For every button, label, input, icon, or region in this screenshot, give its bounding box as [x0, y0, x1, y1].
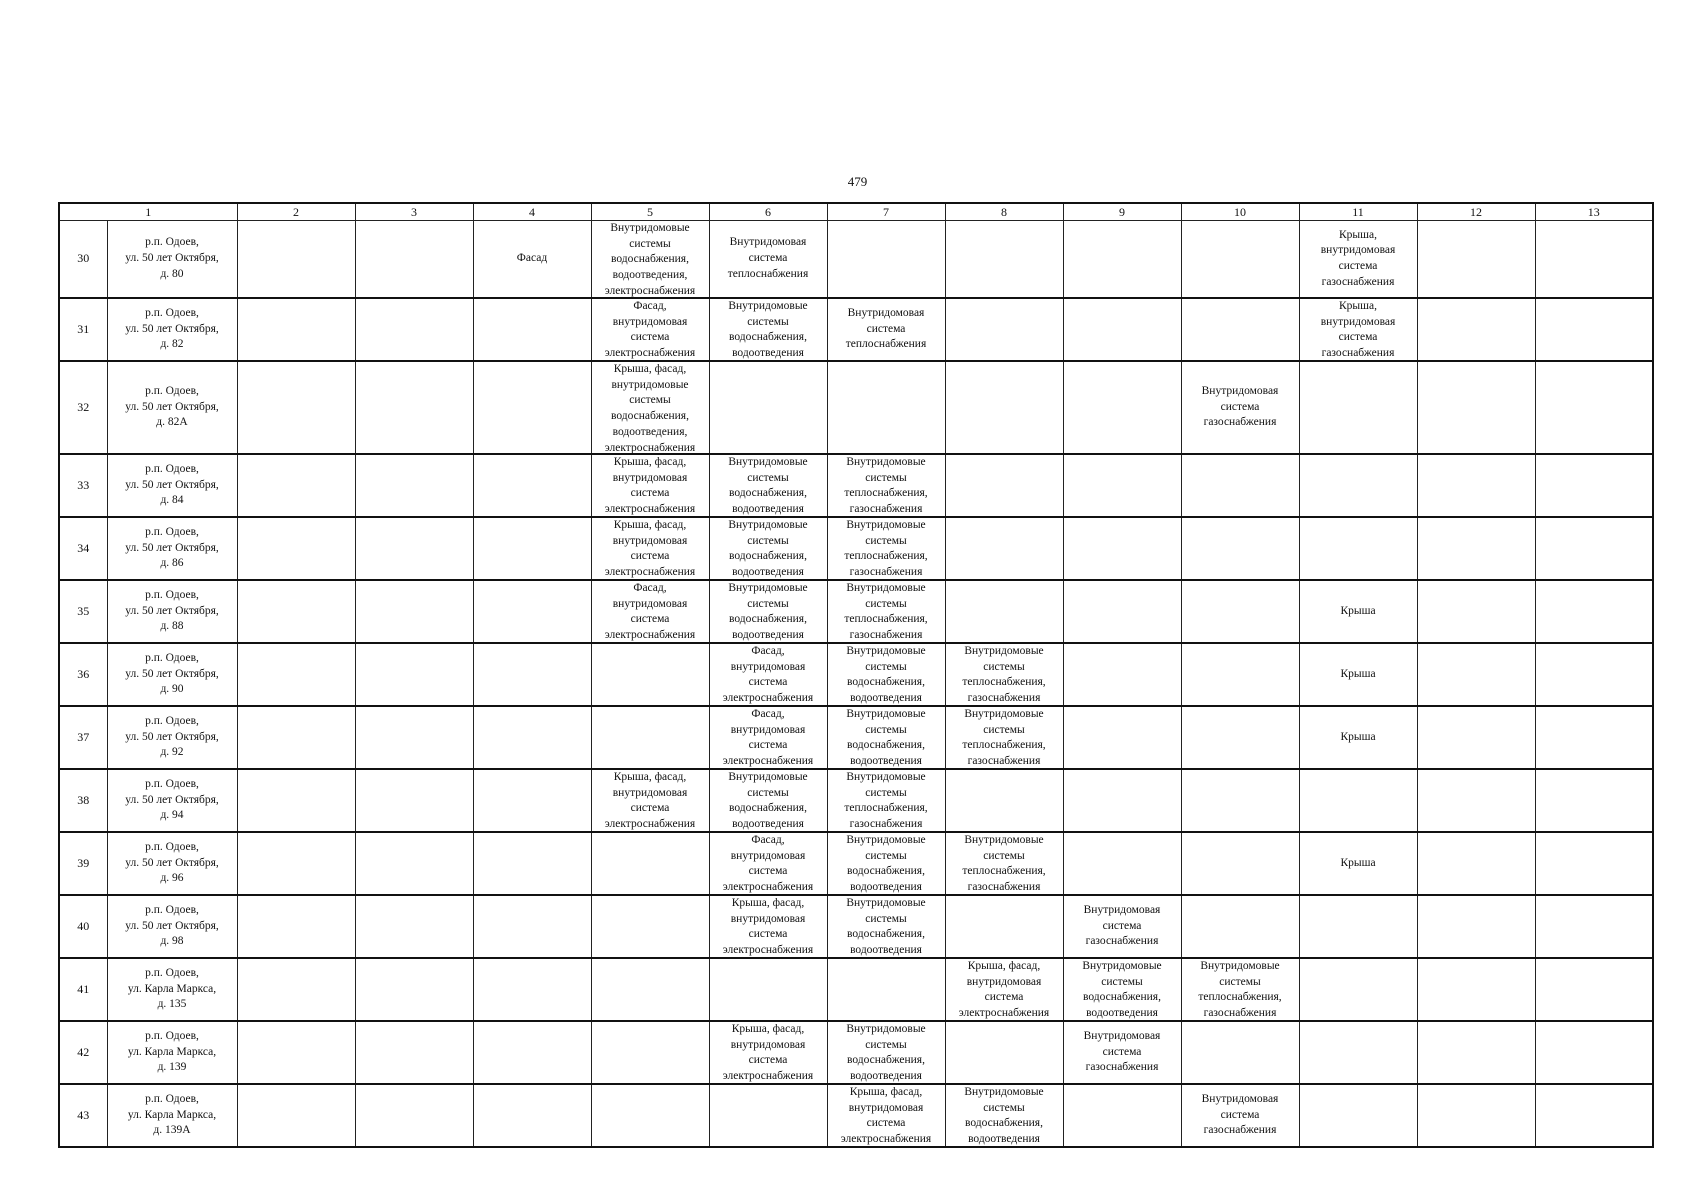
- work-cell-col-10: [1181, 361, 1299, 454]
- work-cell-col-11: [1299, 580, 1417, 643]
- work-cell-col-4: [473, 832, 591, 895]
- work-cell-col-12: [1417, 454, 1535, 517]
- work-text: Внутридомовые системы теплоснабжения, газоснабжения: [844, 582, 928, 642]
- column-header: 2: [237, 203, 355, 221]
- work-cell-col-4: [473, 958, 591, 1021]
- work-text: Фасад, внутридомовая система электроснабжения: [722, 708, 814, 768]
- work-cell-col-7: [827, 1084, 945, 1147]
- work-text: Крыша, фасад, внутридомовая система электроснабжения: [604, 519, 696, 579]
- work-cell-col-5: [591, 643, 709, 706]
- work-cell-col-12: [1417, 580, 1535, 643]
- row-number-cell: 42: [59, 1021, 107, 1084]
- work-cell-col-7: [827, 958, 945, 1021]
- work-cell-col-5: [591, 517, 709, 580]
- work-cell-col-4: [473, 1021, 591, 1084]
- work-cell-col-13: [1535, 298, 1653, 361]
- address-text: р.п. Одоев, ул. 50 лет Октября, д. 86: [125, 525, 219, 570]
- work-cell-col-13: [1535, 517, 1653, 580]
- work-cell-col-10: [1181, 1084, 1299, 1147]
- table-body: [59, 203, 1653, 1147]
- work-cell-col-5: [591, 769, 709, 832]
- address-text: р.п. Одоев, ул. Карла Маркса, д. 139А: [127, 1092, 217, 1137]
- work-cell-col-3: [355, 517, 473, 580]
- work-cell-col-10: [1181, 895, 1299, 958]
- work-cell-col-10: [1181, 298, 1299, 361]
- work-text: Внутридомовая система теплоснабжения: [845, 306, 927, 351]
- work-cell-col-12: [1417, 643, 1535, 706]
- column-header: 4: [473, 203, 591, 221]
- work-cell-col-9: [1063, 958, 1181, 1021]
- work-cell-col-12: [1417, 361, 1535, 454]
- work-cell-col-10: [1181, 580, 1299, 643]
- work-cell-col-2: [237, 769, 355, 832]
- work-cell-col-8: [945, 517, 1063, 580]
- work-cell-col-11: [1299, 643, 1417, 706]
- work-cell-col-8: [945, 895, 1063, 958]
- column-header: 13: [1535, 203, 1653, 221]
- table-row: [59, 298, 1653, 361]
- work-cell-col-2: [237, 361, 355, 454]
- work-cell-col-10: [1181, 958, 1299, 1021]
- work-cell-col-6: [709, 643, 827, 706]
- work-text: Внутридомовые системы водоснабжения, водоотведения: [728, 771, 808, 831]
- address-cell: [107, 895, 237, 958]
- work-text: Внутридомовые системы теплоснабжения, газоснабжения: [962, 834, 1046, 894]
- address-cell: [107, 361, 237, 454]
- work-cell-col-9: [1063, 298, 1181, 361]
- work-cell-col-5: [591, 1021, 709, 1084]
- work-cell-col-10: [1181, 454, 1299, 517]
- work-text: Внутридомовые системы водоснабжения, водоотведения: [728, 300, 808, 360]
- work-cell-col-2: [237, 1084, 355, 1147]
- work-text: Внутридомовые системы водоснабжения, водоотведения: [846, 645, 926, 705]
- work-cell-col-9: [1063, 1021, 1181, 1084]
- work-cell-col-2: [237, 643, 355, 706]
- table-row: [59, 769, 1653, 832]
- work-text: Крыша: [1340, 730, 1376, 743]
- work-cell-col-3: [355, 454, 473, 517]
- work-cell-col-2: [237, 832, 355, 895]
- work-cell-col-3: [355, 643, 473, 706]
- work-cell-col-13: [1535, 1084, 1653, 1147]
- address-text: р.п. Одоев, ул. 50 лет Октября, д. 88: [125, 588, 219, 633]
- work-cell-col-4: [473, 298, 591, 361]
- address-cell: [107, 1084, 237, 1147]
- work-cell-col-10: [1181, 517, 1299, 580]
- work-cell-col-10: [1181, 769, 1299, 832]
- work-text: Крыша, фасад, внутридомовая система электроснабжения: [722, 1023, 814, 1083]
- work-cell-col-6: [709, 706, 827, 769]
- work-text: Внутридомовая система теплоснабжения: [727, 236, 809, 280]
- table-row: [59, 958, 1653, 1021]
- work-cell-col-5: [591, 832, 709, 895]
- work-cell-col-12: [1417, 1084, 1535, 1147]
- work-text: Крыша: [1340, 604, 1376, 617]
- address-text: р.п. Одоев, ул. 50 лет Октября, д. 80: [125, 236, 219, 280]
- work-cell-col-10: [1181, 643, 1299, 706]
- work-cell-col-10: [1181, 221, 1299, 299]
- work-cell-col-12: [1417, 958, 1535, 1021]
- work-text: Внутридомовые системы теплоснабжения, газоснабжения: [962, 645, 1046, 705]
- work-cell-col-11: [1299, 832, 1417, 895]
- work-cell-col-9: [1063, 769, 1181, 832]
- work-cell-col-3: [355, 832, 473, 895]
- address-text: р.п. Одоев, ул. 50 лет Октября, д. 82: [125, 306, 219, 351]
- work-cell-col-3: [355, 1084, 473, 1147]
- work-cell-col-12: [1417, 221, 1535, 299]
- work-text: Внутридомовые системы водоснабжения, водоотведения: [964, 1086, 1044, 1146]
- address-text: р.п. Одоев, ул. 50 лет Октября, д. 92: [125, 714, 219, 759]
- work-text: Внутридомовые системы водоснабжения, водоотведения: [846, 897, 926, 957]
- work-cell-col-10: [1181, 1021, 1299, 1084]
- work-cell-col-6: [709, 1084, 827, 1147]
- table-row: [59, 895, 1653, 958]
- work-text: Внутридомовые системы водоснабжения, водоотведения: [846, 834, 926, 894]
- work-text: Внутридомовые системы водоснабжения, водоотведения: [1082, 960, 1162, 1020]
- work-cell-col-13: [1535, 221, 1653, 299]
- work-cell-col-8: [945, 769, 1063, 832]
- address-text: р.п. Одоев, ул. 50 лет Октября, д. 98: [125, 903, 219, 948]
- work-text: Крыша, фасад, внутридомовая система электроснабжения: [604, 771, 696, 831]
- work-cell-col-12: [1417, 895, 1535, 958]
- work-cell-col-3: [355, 298, 473, 361]
- work-cell-col-6: [709, 580, 827, 643]
- work-cell-col-3: [355, 580, 473, 643]
- work-cell-col-13: [1535, 958, 1653, 1021]
- work-text: Крыша, внутридомовая система газоснабжения: [1320, 300, 1396, 360]
- work-cell-col-7: [827, 361, 945, 454]
- work-cell-col-7: [827, 706, 945, 769]
- work-cell-col-8: [945, 580, 1063, 643]
- work-cell-col-5: [591, 1084, 709, 1147]
- work-cell-col-10: [1181, 832, 1299, 895]
- row-number-cell: 37: [59, 706, 107, 769]
- row-number-cell: 39: [59, 832, 107, 895]
- work-cell-col-8: [945, 454, 1063, 517]
- column-header: 10: [1181, 203, 1299, 221]
- work-cell-col-2: [237, 706, 355, 769]
- row-number-cell: 41: [59, 958, 107, 1021]
- address-text: р.п. Одоев, ул. 50 лет Октября, д. 90: [125, 651, 219, 696]
- work-cell-col-6: [709, 517, 827, 580]
- work-cell-col-2: [237, 958, 355, 1021]
- address-cell: [107, 958, 237, 1021]
- work-cell-col-13: [1535, 769, 1653, 832]
- work-cell-col-4: [473, 580, 591, 643]
- work-cell-col-8: [945, 1021, 1063, 1084]
- table-row: [59, 580, 1653, 643]
- work-cell-col-6: [709, 895, 827, 958]
- work-cell-col-3: [355, 361, 473, 454]
- work-text: Внутридомовая система газоснабжения: [1083, 1029, 1161, 1074]
- work-cell-col-3: [355, 221, 473, 299]
- work-cell-col-9: [1063, 517, 1181, 580]
- repair-schedule-table: [58, 202, 1654, 1148]
- page-number: 479: [847, 174, 868, 189]
- column-header: 12: [1417, 203, 1535, 221]
- work-cell-col-8: [945, 221, 1063, 299]
- address-cell: [107, 221, 237, 299]
- row-number-cell: 34: [59, 517, 107, 580]
- row-number-cell: 32: [59, 361, 107, 454]
- work-cell-col-3: [355, 958, 473, 1021]
- table-row: [59, 643, 1653, 706]
- row-number-cell: 31: [59, 298, 107, 361]
- work-cell-col-11: [1299, 1021, 1417, 1084]
- work-text: Внутридомовые системы водоснабжения, водоотведения: [846, 708, 926, 768]
- table-row: [59, 454, 1653, 517]
- work-cell-col-11: [1299, 298, 1417, 361]
- table-row: [59, 517, 1653, 580]
- work-cell-col-11: [1299, 221, 1417, 299]
- address-text: р.п. Одоев, ул. 50 лет Октября, д. 84: [125, 462, 219, 507]
- work-cell-col-2: [237, 1021, 355, 1084]
- work-text: Крыша, фасад, внутридомовая система электроснабжения: [840, 1086, 932, 1146]
- work-cell-col-5: [591, 580, 709, 643]
- work-cell-col-4: [473, 454, 591, 517]
- address-cell: [107, 1021, 237, 1084]
- work-cell-col-6: [709, 298, 827, 361]
- address-text: р.п. Одоев, ул. Карла Маркса, д. 135: [127, 966, 217, 1011]
- column-header: 8: [945, 203, 1063, 221]
- work-cell-col-3: [355, 895, 473, 958]
- work-text: Внутридомовые системы теплоснабжения, газоснабжения: [844, 771, 928, 831]
- work-cell-col-9: [1063, 706, 1181, 769]
- work-text: Крыша, фасад, внутридомовая система электроснабжения: [722, 897, 814, 957]
- work-cell-col-7: [827, 517, 945, 580]
- work-cell-col-13: [1535, 454, 1653, 517]
- work-cell-col-2: [237, 221, 355, 299]
- work-cell-col-12: [1417, 517, 1535, 580]
- work-cell-col-7: [827, 1021, 945, 1084]
- work-cell-col-7: [827, 454, 945, 517]
- work-cell-col-2: [237, 580, 355, 643]
- work-cell-col-8: [945, 643, 1063, 706]
- work-cell-col-11: [1299, 769, 1417, 832]
- address-text: р.п. Одоев, ул. 50 лет Октября, д. 94: [125, 777, 219, 822]
- work-cell-col-6: [709, 832, 827, 895]
- work-cell-col-6: [709, 1021, 827, 1084]
- work-cell-col-11: [1299, 958, 1417, 1021]
- table-row: [59, 832, 1653, 895]
- work-cell-col-6: [709, 958, 827, 1021]
- column-header: 7: [827, 203, 945, 221]
- work-cell-col-11: [1299, 706, 1417, 769]
- address-text: р.п. Одоев, ул. 50 лет Октября, д. 96: [125, 840, 219, 885]
- table-row: [59, 706, 1653, 769]
- column-header: 9: [1063, 203, 1181, 221]
- row-number-cell: 35: [59, 580, 107, 643]
- work-cell-col-6: [709, 221, 827, 299]
- work-cell-col-11: [1299, 361, 1417, 454]
- work-text: Внутридомовые системы водоснабжения, водоотведения: [728, 456, 808, 516]
- work-cell-col-4: [473, 895, 591, 958]
- work-cell-col-2: [237, 454, 355, 517]
- work-cell-col-7: [827, 643, 945, 706]
- table-row: [59, 361, 1653, 454]
- address-cell: [107, 706, 237, 769]
- column-header: 1: [59, 203, 237, 221]
- work-text: Внутридомовая система газоснабжения: [1083, 903, 1161, 948]
- work-cell-col-4: [473, 517, 591, 580]
- row-number-cell: 36: [59, 643, 107, 706]
- work-cell-col-13: [1535, 706, 1653, 769]
- work-text: Внутридомовые системы водоснабжения, водоотведения: [728, 519, 808, 579]
- work-text: Крыша, фасад, внутридомовые системы водоснабжения, водоотведения, электроснабжения: [604, 363, 696, 453]
- work-cell-col-13: [1535, 1021, 1653, 1084]
- work-cell-col-8: [945, 958, 1063, 1021]
- work-cell-col-8: [945, 706, 1063, 769]
- work-text: Внутридомовые системы теплоснабжения, газоснабжения: [1198, 960, 1282, 1020]
- column-header: 6: [709, 203, 827, 221]
- address-cell: [107, 832, 237, 895]
- work-cell-col-4: [473, 769, 591, 832]
- work-cell-col-2: [237, 895, 355, 958]
- work-cell-col-11: [1299, 1084, 1417, 1147]
- column-header: 3: [355, 203, 473, 221]
- work-text: Внутридомовая система газоснабжения: [1201, 384, 1279, 429]
- work-cell-col-4: [473, 221, 591, 299]
- work-cell-col-5: [591, 895, 709, 958]
- work-cell-col-12: [1417, 832, 1535, 895]
- work-cell-col-13: [1535, 832, 1653, 895]
- work-text: Крыша, фасад, внутридомовая система электроснабжения: [958, 960, 1050, 1020]
- work-text: Внутридомовая система газоснабжения: [1201, 1092, 1279, 1137]
- table-row: [59, 1021, 1653, 1084]
- row-number-cell: 33: [59, 454, 107, 517]
- row-number-cell: 30: [59, 221, 107, 299]
- work-cell-col-9: [1063, 895, 1181, 958]
- work-cell-col-5: [591, 958, 709, 1021]
- work-text: Крыша: [1340, 856, 1376, 869]
- work-text: Крыша: [1340, 667, 1376, 680]
- table-row: [59, 1084, 1653, 1147]
- work-cell-col-6: [709, 769, 827, 832]
- work-cell-col-7: [827, 832, 945, 895]
- work-cell-col-9: [1063, 221, 1181, 299]
- work-cell-col-12: [1417, 769, 1535, 832]
- work-text: Фасад, внутридомовая система электроснабжения: [722, 645, 814, 705]
- work-cell-col-4: [473, 643, 591, 706]
- column-number-row: [59, 203, 1653, 221]
- work-text: Внутридомовые системы водоснабжения, водоотведения: [846, 1023, 926, 1083]
- work-cell-col-2: [237, 298, 355, 361]
- work-cell-col-3: [355, 769, 473, 832]
- address-cell: [107, 643, 237, 706]
- work-cell-col-9: [1063, 643, 1181, 706]
- work-cell-col-7: [827, 769, 945, 832]
- work-text: Крыша, внутридомовая система газоснабжения: [1320, 228, 1396, 288]
- work-cell-col-5: [591, 361, 709, 454]
- table-row: [59, 221, 1653, 299]
- work-cell-col-7: [827, 580, 945, 643]
- work-cell-col-4: [473, 1084, 591, 1147]
- work-cell-col-5: [591, 298, 709, 361]
- address-text: р.п. Одоев, ул. Карла Маркса, д. 139: [127, 1029, 217, 1074]
- work-cell-col-9: [1063, 580, 1181, 643]
- work-text: Фасад, внутридомовая система электроснабжения: [722, 834, 814, 894]
- work-cell-col-8: [945, 832, 1063, 895]
- work-text: Внутридомовые системы водоснабжения, водоотведения: [728, 582, 808, 642]
- work-cell-col-3: [355, 706, 473, 769]
- work-cell-col-2: [237, 517, 355, 580]
- work-cell-col-3: [355, 1021, 473, 1084]
- address-cell: [107, 769, 237, 832]
- work-cell-col-13: [1535, 643, 1653, 706]
- row-number-cell: 38: [59, 769, 107, 832]
- column-header: 11: [1299, 203, 1417, 221]
- work-cell-col-4: [473, 706, 591, 769]
- row-number-cell: 40: [59, 895, 107, 958]
- address-cell: [107, 298, 237, 361]
- work-text: Внутридомовые системы теплоснабжения, газоснабжения: [844, 456, 928, 516]
- work-cell-col-9: [1063, 1084, 1181, 1147]
- work-cell-col-8: [945, 1084, 1063, 1147]
- address-cell: [107, 454, 237, 517]
- work-cell-col-13: [1535, 895, 1653, 958]
- work-cell-col-11: [1299, 517, 1417, 580]
- address-text: р.п. Одоев, ул. 50 лет Октября, д. 82А: [125, 384, 219, 429]
- work-cell-col-9: [1063, 361, 1181, 454]
- work-text: Внутридомовые системы водоснабжения, водоотведения, электроснабжения: [604, 222, 696, 297]
- work-cell-col-8: [945, 361, 1063, 454]
- work-cell-col-13: [1535, 361, 1653, 454]
- work-cell-col-12: [1417, 298, 1535, 361]
- work-cell-col-5: [591, 221, 709, 299]
- work-cell-col-11: [1299, 895, 1417, 958]
- work-text: Крыша, фасад, внутридомовая система электроснабжения: [604, 456, 696, 516]
- work-text: Внутридомовые системы теплоснабжения, газоснабжения: [844, 519, 928, 579]
- work-cell-col-5: [591, 454, 709, 517]
- work-cell-col-12: [1417, 706, 1535, 769]
- work-cell-col-11: [1299, 454, 1417, 517]
- work-cell-col-12: [1417, 1021, 1535, 1084]
- work-cell-col-7: [827, 895, 945, 958]
- work-cell-col-8: [945, 298, 1063, 361]
- work-cell-col-9: [1063, 832, 1181, 895]
- row-number-cell: 43: [59, 1084, 107, 1147]
- work-cell-col-7: [827, 221, 945, 299]
- work-cell-col-10: [1181, 706, 1299, 769]
- column-header: 5: [591, 203, 709, 221]
- work-text: Фасад: [516, 252, 548, 265]
- work-cell-col-4: [473, 361, 591, 454]
- address-cell: [107, 517, 237, 580]
- address-cell: [107, 580, 237, 643]
- work-text: Фасад, внутридомовая система электроснабжения: [604, 582, 696, 642]
- work-cell-col-6: [709, 361, 827, 454]
- work-text: Внутридомовые системы теплоснабжения, газоснабжения: [962, 708, 1046, 768]
- work-text: Фасад, внутридомовая система электроснабжения: [604, 300, 696, 360]
- work-cell-col-5: [591, 706, 709, 769]
- work-cell-col-9: [1063, 454, 1181, 517]
- work-cell-col-6: [709, 454, 827, 517]
- work-cell-col-7: [827, 298, 945, 361]
- work-cell-col-13: [1535, 580, 1653, 643]
